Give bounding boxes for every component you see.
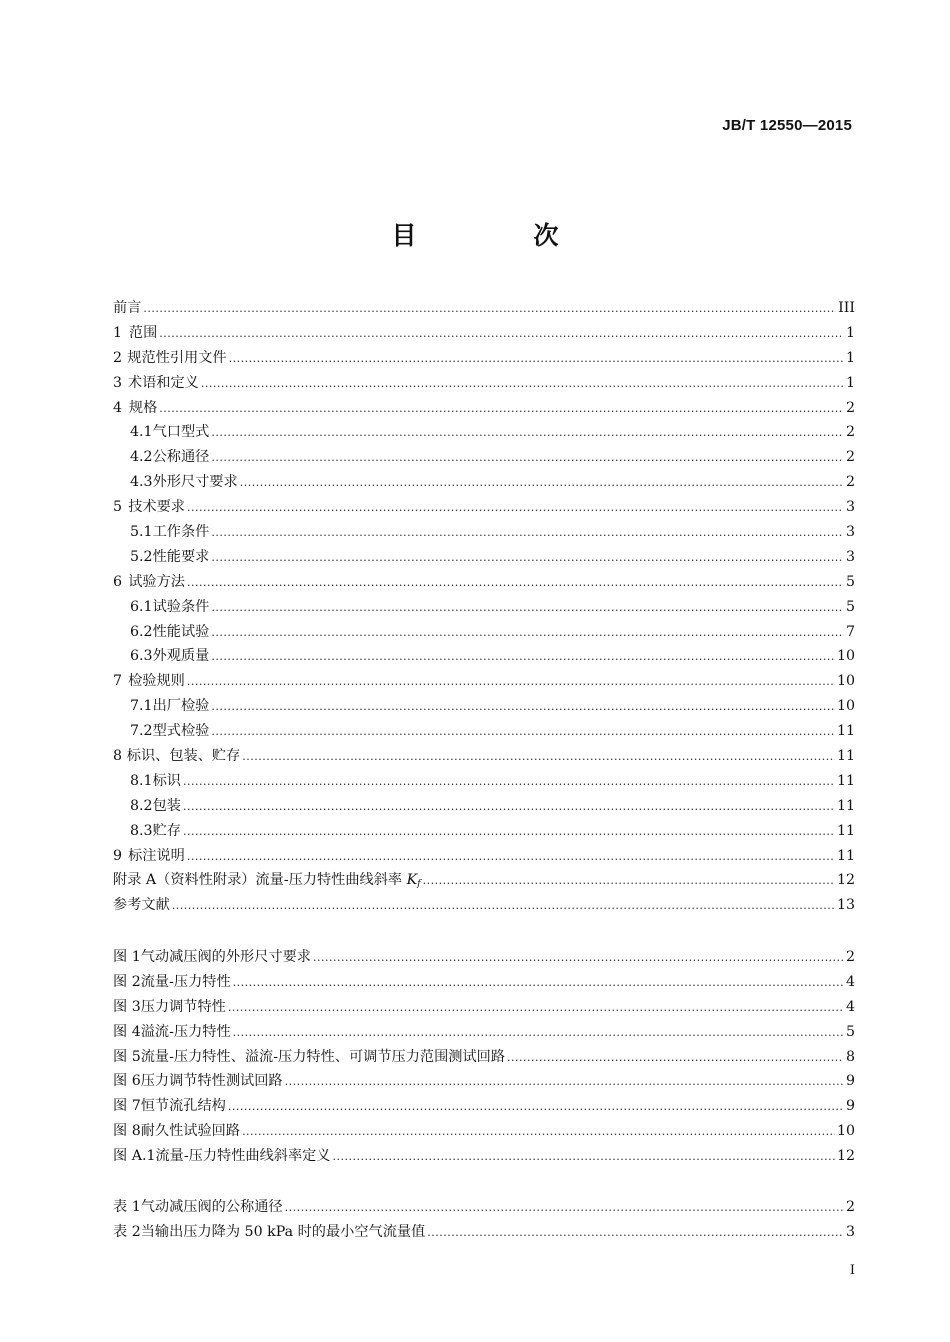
dot-leader [187, 845, 835, 870]
toc-entry[interactable] [113, 669, 855, 694]
toc-entry-label: 贮存 [152, 822, 181, 839]
dot-leader [507, 1046, 843, 1071]
toc-entry-number: 5.1 [130, 524, 153, 541]
toc-entry-number: 6.1 [130, 598, 153, 615]
toc-entry-number: 图 2 [113, 973, 141, 990]
toc-entry-page: 1 [845, 349, 855, 366]
toc-entry-label: 标注说明 [128, 847, 185, 864]
toc-entry-page: 13 [836, 897, 855, 914]
dot-leader [240, 471, 843, 496]
toc-entry-label: 前言 [113, 300, 142, 316]
toc-entry[interactable] [113, 1020, 855, 1045]
toc-entry-label: 包装 [152, 797, 181, 814]
dot-leader [211, 720, 835, 745]
toc-entry-number: 1 [113, 324, 123, 341]
dot-leader [183, 820, 835, 845]
toc-entry-label: 压力调节特性 [140, 998, 226, 1015]
toc-entry-page: 5 [845, 573, 855, 590]
toc-entry-label: 参考文献 [113, 897, 170, 914]
dot-leader [285, 1196, 843, 1221]
toc-entry-number: 图 5 [113, 1048, 141, 1065]
dot-leader [233, 971, 843, 996]
toc-entry-label: 外观质量 [152, 648, 210, 665]
dot-leader [242, 745, 835, 770]
toc-entry-page: 3 [845, 524, 855, 541]
dot-leader [211, 596, 843, 621]
dot-leader [211, 421, 843, 446]
toc-entry-label: 试验条件 [152, 598, 210, 615]
toc-entry-page: 9 [845, 1073, 855, 1090]
toc-entry-label: 公称通径 [152, 449, 210, 466]
toc-entry-number: 6.2 [130, 623, 153, 640]
toc-entry-page: 10 [836, 648, 855, 665]
dot-leader [183, 795, 835, 820]
toc-entry[interactable] [113, 868, 855, 893]
dot-leader [211, 621, 843, 646]
toc-entry-label: 恒节流孔结构 [140, 1098, 226, 1115]
toc-entry[interactable] [113, 296, 855, 321]
toc-entry[interactable] [113, 321, 855, 346]
toc-entry-page: 10 [836, 673, 855, 690]
toc-entry-number: 附录 A（资料性附录） [113, 872, 256, 889]
dot-leader [187, 670, 835, 695]
toc-entry-page: 10 [836, 698, 855, 715]
toc-entry[interactable] [113, 995, 855, 1020]
toc-entry-label: 试验方法 [128, 573, 185, 590]
toc-entry-page: 12 [836, 1148, 855, 1165]
toc-entry-number: 5 [113, 499, 123, 516]
toc-entry-number: 图 8 [113, 1123, 141, 1140]
toc-entry-page: 3 [845, 1223, 855, 1240]
toc-entry[interactable] [113, 470, 855, 495]
toc-entry[interactable] [113, 1195, 855, 1220]
toc-entry-number: 2 [113, 349, 123, 366]
toc-entry-number: 4.1 [130, 424, 153, 441]
toc-entry-label: 性能试验 [152, 623, 210, 640]
dot-leader [211, 645, 835, 670]
toc-entry-label: 标识 [152, 772, 181, 789]
toc-entry-page: 7 [845, 623, 855, 640]
toc-entry[interactable] [113, 1069, 855, 1094]
toc-entry-number: 7.1 [130, 698, 153, 715]
toc-entry-number: 6.3 [130, 648, 153, 665]
toc-entry-page: 12 [836, 872, 855, 889]
toc-entry-label: 流量-压力特性曲线斜率定义 [155, 1148, 331, 1165]
toc-entry-number: 8.3 [130, 822, 153, 839]
toc-entry[interactable] [113, 570, 855, 595]
toc-entry-page: 1 [845, 374, 855, 391]
toc-entry-label: 规范性引用文件 [127, 349, 227, 366]
toc-entry[interactable] [113, 719, 855, 744]
toc-entry-label: 工作条件 [152, 524, 210, 541]
dot-leader [211, 695, 835, 720]
toc-entry[interactable] [113, 945, 855, 970]
toc-entry-page: 9 [845, 1098, 855, 1115]
toc-entry-number: 8.1 [130, 772, 153, 789]
toc-entry-number: 3 [113, 374, 123, 391]
toc-entry-label: 范围 [128, 324, 158, 341]
toc-entry-page: 11 [836, 723, 855, 740]
toc-entry-label: 溢流-压力特性 [140, 1023, 231, 1040]
dot-leader [211, 546, 843, 571]
toc-entry-page: 11 [836, 822, 855, 839]
dot-leader [211, 446, 843, 471]
toc-entry-number: 9 [113, 847, 123, 864]
toc-entry-page: 3 [845, 499, 855, 516]
toc-entry[interactable] [113, 970, 855, 995]
toc-entry-number: 6 [113, 573, 123, 590]
dot-leader [183, 770, 835, 795]
toc-entry-number: 4.3 [130, 474, 153, 491]
toc-entry-page: III [838, 300, 855, 316]
toc-entry-page: 2 [845, 474, 855, 491]
dot-leader [143, 297, 836, 322]
toc-entry-number: 图 4 [113, 1023, 141, 1040]
toc-entry-page: 2 [845, 424, 855, 441]
toc-entry-page: 3 [845, 548, 855, 565]
dot-leader [159, 397, 843, 422]
toc-entry[interactable] [113, 346, 855, 371]
toc-entry-page: 2 [845, 949, 855, 965]
toc-entry-page: 11 [836, 847, 855, 864]
toc-entry[interactable] [113, 1045, 855, 1070]
toc-entry-label: 出厂检验 [152, 698, 210, 715]
toc-entry-page: 1 [845, 324, 855, 341]
page-title: 目 次 [391, 221, 605, 250]
dot-leader [228, 996, 843, 1021]
toc-entry-label: 耐久性试验回路 [140, 1123, 241, 1140]
symbol-subscript: f [417, 879, 421, 890]
toc-entry-page: 4 [845, 973, 855, 990]
toc-entry-label: 外形尺寸要求 [152, 474, 238, 491]
toc-entry[interactable] [113, 495, 855, 520]
toc-section-list [113, 296, 855, 918]
toc-entry[interactable] [113, 644, 855, 669]
symbol-k: K [406, 872, 418, 889]
toc-entry-number: 8.2 [130, 797, 153, 814]
toc-entry[interactable] [113, 819, 855, 844]
toc-entry[interactable] [113, 1220, 855, 1245]
dot-leader [201, 372, 843, 397]
toc-entry-page: 11 [836, 748, 855, 765]
toc-entry[interactable] [113, 844, 855, 869]
dot-leader [233, 1021, 843, 1046]
toc-entry-number: 4 [113, 399, 123, 416]
dot-leader [313, 946, 843, 971]
toc-entry-label: 气动减压阀的公称通径 [140, 1199, 283, 1215]
toc-entry[interactable] [113, 744, 855, 769]
toc-entry-label: 型式检验 [152, 723, 210, 740]
dot-leader [187, 571, 843, 596]
dot-leader [172, 894, 835, 919]
toc-entry[interactable] [113, 769, 855, 794]
page-number: I [849, 1263, 855, 1278]
toc-entry-number: 表 2 [113, 1223, 141, 1240]
standard-code: JB/T 12550—2015 [722, 117, 852, 134]
toc-entry-number: 7 [113, 673, 123, 690]
toc-entry-number: 图 7 [113, 1098, 141, 1115]
toc-entry-number: 8 [113, 748, 123, 765]
toc-entry-label: 检验规则 [128, 673, 185, 690]
dot-leader [211, 521, 843, 546]
toc-entry[interactable] [113, 1119, 855, 1144]
toc-entry[interactable] [113, 445, 855, 470]
toc-entry-page: 2 [845, 399, 855, 416]
toc-entry-page: 8 [845, 1048, 855, 1065]
toc-entry[interactable] [113, 1094, 855, 1119]
toc-entry[interactable] [113, 620, 855, 645]
toc-entry[interactable] [113, 396, 855, 421]
dot-leader [242, 1120, 835, 1145]
toc-entry-page: 2 [845, 449, 855, 466]
dot-leader [423, 869, 835, 894]
toc-entry-number: 表 1 [113, 1199, 141, 1215]
toc-entry-label: 技术要求 [128, 499, 185, 516]
toc-entry[interactable] [113, 1144, 855, 1169]
toc-entry-number: 图 3 [113, 998, 141, 1015]
toc-entry-label: 气动减压阀的外形尺寸要求 [140, 949, 311, 965]
toc-entry-page: 5 [845, 1023, 855, 1040]
dot-leader [159, 322, 843, 347]
toc-entry-page: 10 [836, 1123, 855, 1140]
toc-table-list [113, 1195, 855, 1245]
toc-figure-list [113, 945, 855, 1169]
toc-entry-label: 气口型式 [152, 424, 210, 441]
toc-entry-number: 7.2 [130, 723, 153, 740]
toc-entry-page: 5 [845, 598, 855, 615]
toc-entry-number: 图 A.1 [113, 1148, 156, 1165]
toc-entry-label: 术语和定义 [127, 374, 199, 391]
toc-entry[interactable] [113, 545, 855, 570]
toc-entry[interactable] [113, 694, 855, 719]
dot-leader [187, 496, 843, 521]
toc-entry[interactable] [113, 893, 855, 918]
toc-entry[interactable] [113, 371, 855, 396]
dot-leader [229, 347, 843, 372]
toc-entry-number: 4.2 [130, 449, 153, 466]
toc-entry[interactable] [113, 520, 855, 545]
dot-leader [333, 1145, 835, 1170]
toc-entry-page: 4 [845, 998, 855, 1015]
toc-entry-number: 图 6 [113, 1073, 141, 1090]
toc-entry-label: 标识、包装、贮存 [126, 748, 241, 765]
toc-entry-page: 2 [845, 1199, 855, 1215]
toc-entry-label: 流量-压力特性 [140, 973, 231, 990]
toc-entry-number: 5.2 [130, 548, 153, 565]
toc-entry-label: 性能要求 [152, 548, 210, 565]
toc-entry-label: 压力调节特性测试回路 [140, 1073, 283, 1090]
toc-entry[interactable] [113, 794, 855, 819]
toc-entry-page: 11 [836, 772, 855, 789]
dot-leader [427, 1221, 843, 1246]
dot-leader [228, 1095, 843, 1120]
toc-entry-label: 流量-压力特性曲线斜率 Kf [255, 872, 421, 890]
toc-entry-page: 11 [836, 797, 855, 814]
toc-entry[interactable] [113, 420, 855, 445]
toc-entry-number: 图 1 [113, 949, 141, 965]
toc-entry-label: 流量-压力特性、溢流-压力特性、可调节压力范围测试回路 [140, 1048, 506, 1065]
toc-entry[interactable] [113, 595, 855, 620]
toc-entry-label: 规格 [128, 399, 158, 416]
toc-entry-label: 当输出压力降为 50 kPa 时的最小空气流量值 [140, 1223, 426, 1240]
dot-leader [285, 1070, 843, 1095]
